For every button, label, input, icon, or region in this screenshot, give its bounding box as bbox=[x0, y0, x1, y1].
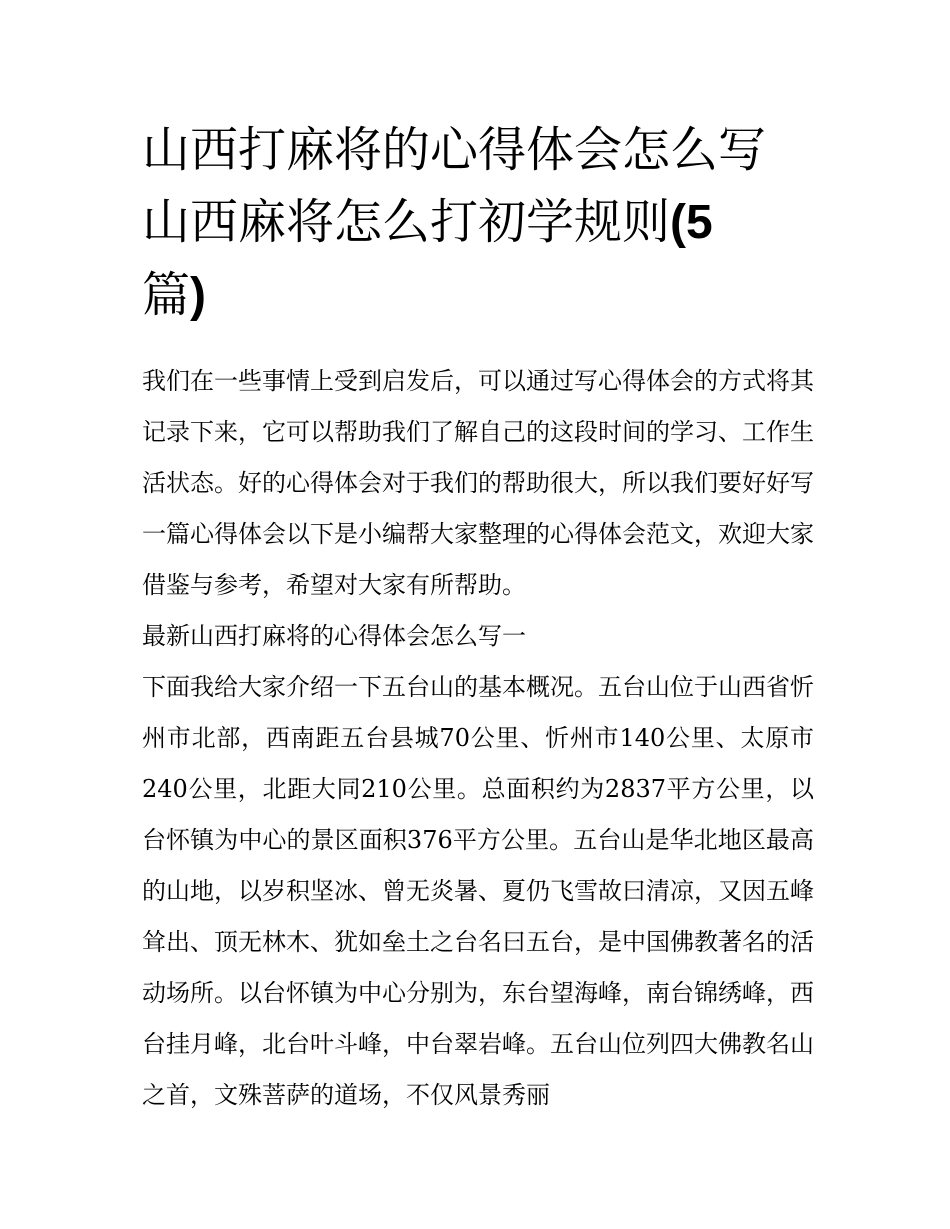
body-paragraph: 下面我给大家介绍一下五台山的基本概况。五台山位于山西省忻州市北部，西南距五台县城70公里、忻州市140公里、太原市240公里，北距大同210公里。总面积约为2837平方公里，以台怀镇为中心的景区面积376平方公里。五台山是华北地区最高的山地，以岁积坚冰、曾无炎暑、夏仍飞雪故曰清凉，又因五峰耸出、顶无林木、犹如垒土之台名曰五台，是中国佛教著名的活动场所。以台怀镇为中心分别为，东台望海峰，南台锦绣峰，西台挂月峰，北台叶斗峰，中台翠岩峰。五台山位列四大佛教名山之首，文殊菩萨的道场，不仅风景秀丽 bbox=[142, 673, 814, 1109]
title-line-2: 山西麻将怎么打初学规则 bbox=[142, 194, 671, 250]
intro-paragraph: 我们在一些事情上受到启发后，可以通过写心得体会的方式将其记录下来，它可以帮助我们了解自己的这段时间的学习、工作生活状态。好的心得体会对于我们的帮助很大，所以我们要好好写一篇心得体会以下是小编帮大家整理的心得体会范文，欢迎大家借鉴与参考，希望对大家有所帮助。 bbox=[142, 367, 814, 599]
title-line-1: 山西打麻将的心得体会怎么写 bbox=[142, 122, 767, 178]
title-count-close: ) bbox=[190, 269, 206, 322]
title-line-3: 篇 bbox=[142, 267, 191, 323]
document-body bbox=[142, 356, 814, 1121]
document-title bbox=[142, 114, 822, 332]
section-heading: 最新山西打麻将的心得体会怎么写一 bbox=[142, 622, 526, 650]
title-count-open: (5 bbox=[670, 196, 713, 249]
